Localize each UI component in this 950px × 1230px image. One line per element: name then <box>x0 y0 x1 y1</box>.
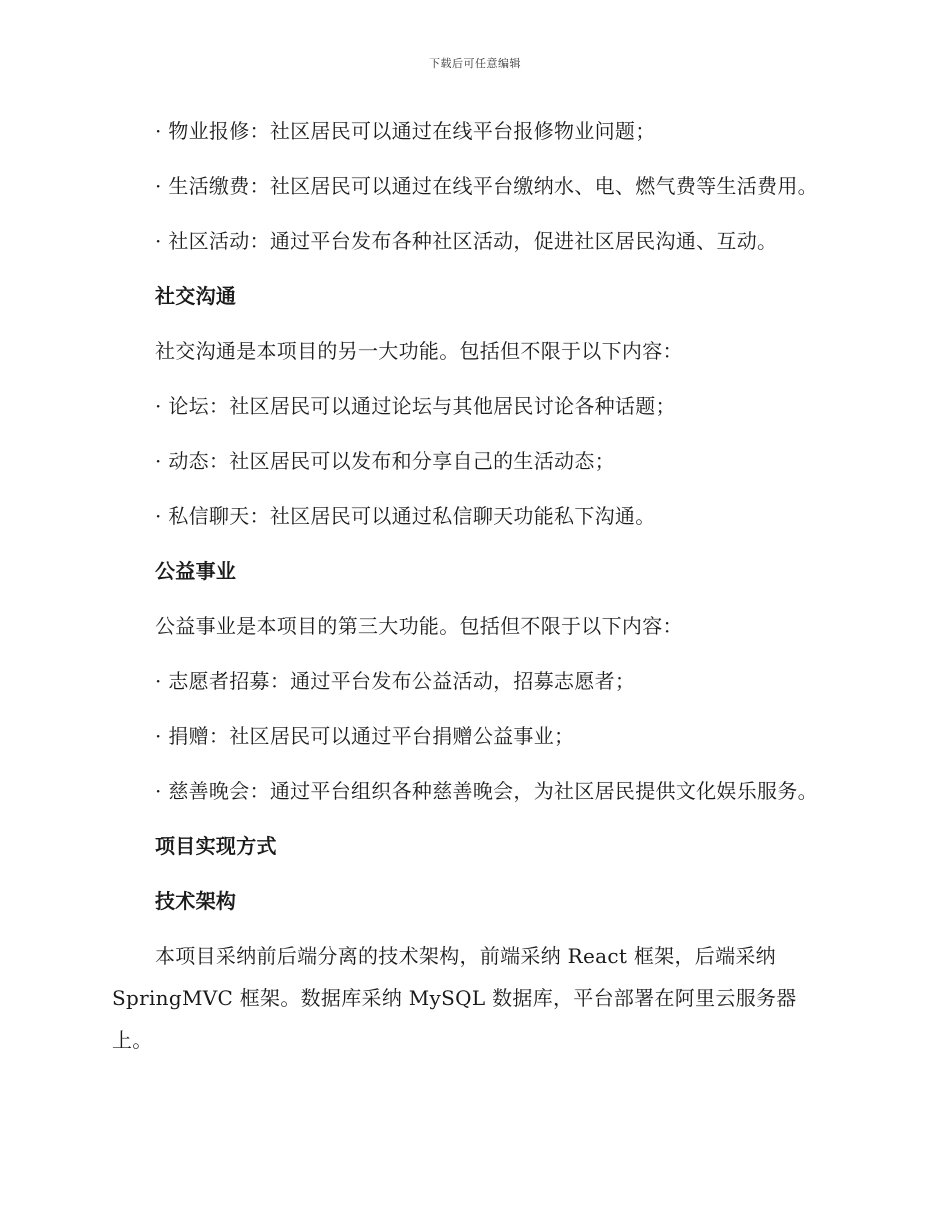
section-heading-architecture: 技术架构 <box>155 889 237 913</box>
social-intro-paragraph: 社交沟通是本项目的另一大功能。包括但不限于以下内容： <box>155 339 683 363</box>
bullet-property-repair: · 物业报修：社区居民可以通过在线平台报修物业问题； <box>155 119 656 143</box>
section-heading-charity: 公益事业 <box>155 559 237 583</box>
bullet-utility-payment: · 生活缴费：社区居民可以通过在线平台缴纳水、电、燃气费等生活费用。 <box>155 174 818 198</box>
bullet-private-chat: · 私信聊天：社区居民可以通过私信聊天功能私下沟通。 <box>155 504 656 528</box>
section-heading-implementation: 项目实现方式 <box>155 834 277 858</box>
bullet-community-activities: · 社区活动：通过平台发布各种社区活动，促进社区居民沟通、互动。 <box>155 229 778 253</box>
document-body <box>112 110 837 1074</box>
bullet-forum: · 论坛：社区居民可以通过论坛与其他居民讨论各种话题； <box>155 394 676 418</box>
page-header: 下载后可任意编辑 <box>429 57 521 70</box>
section-heading-social: 社交沟通 <box>155 284 237 308</box>
charity-intro-paragraph: 公益事业是本项目的第三大功能。包括但不限于以下内容： <box>155 614 683 638</box>
bullet-volunteer: · 志愿者招募：通过平台发布公益活动，招募志愿者； <box>155 669 636 693</box>
bullet-charity-gala: · 慈善晚会：通过平台组织各种慈善晚会，为社区居民提供文化娱乐服务。 <box>155 779 818 803</box>
architecture-paragraph: 本项目采纳前后端分离的技术架构，前端采纳 React 框架，后端采纳 SpringMVC 框架。数据库采纳 MySQL 数据库，平台部署在阿里云服务器上。 <box>112 944 797 1052</box>
bullet-donation: · 捐赠：社区居民可以通过平台捐赠公益事业； <box>155 724 575 748</box>
bullet-feed: · 动态：社区居民可以发布和分享自己的生活动态； <box>155 449 615 473</box>
